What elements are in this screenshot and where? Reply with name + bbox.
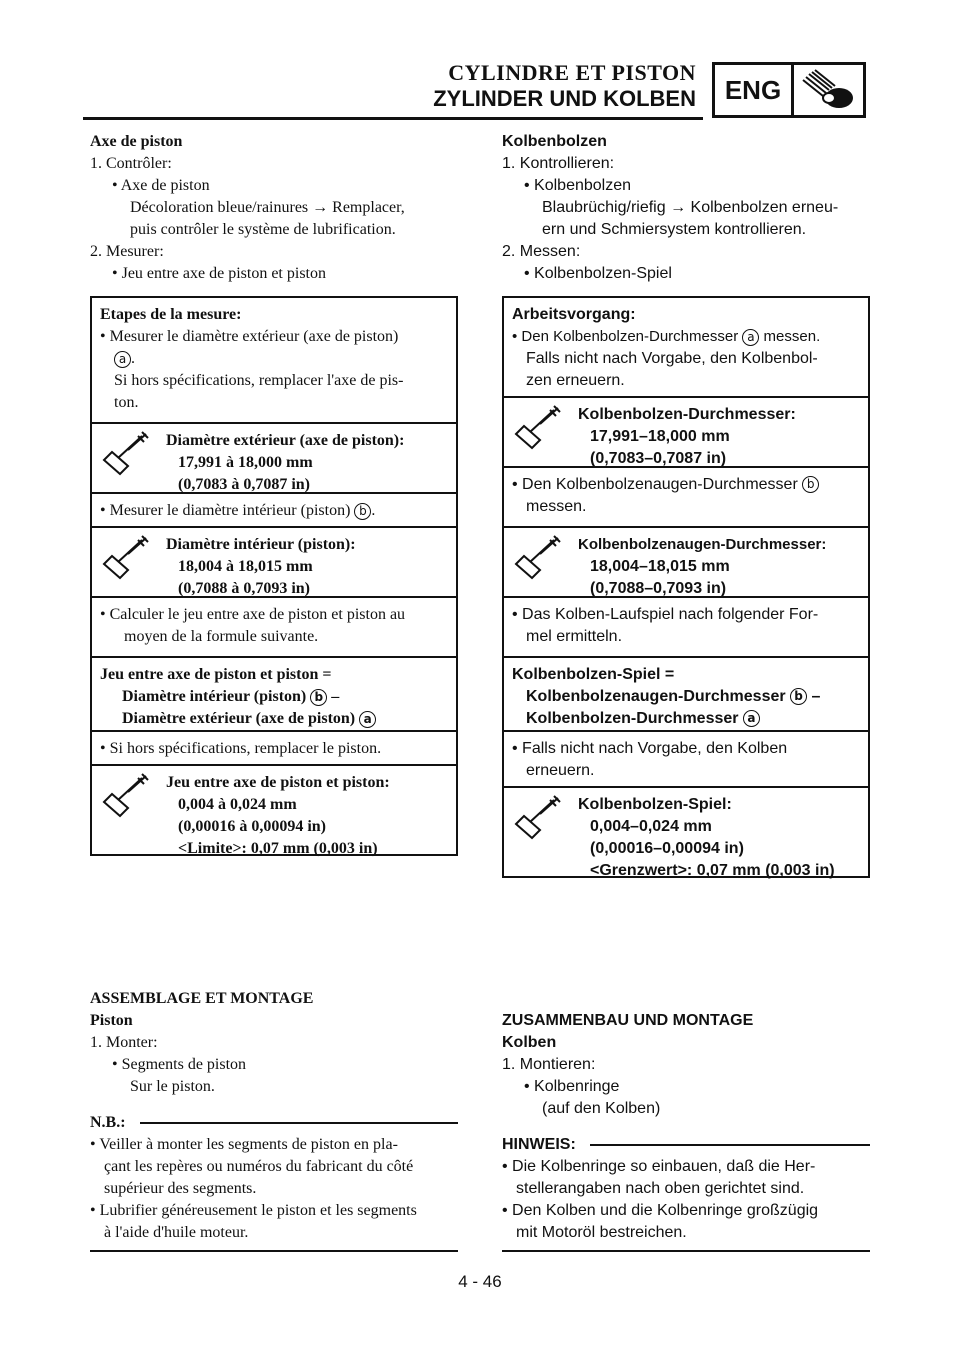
- fr-assembly-title: ASSEMBLAGE ET MONTAGE: [90, 990, 314, 1007]
- fr-measure-steps: [92, 298, 456, 424]
- de-column: [502, 131, 870, 285]
- de-measure-bore: • Den Kolbenbolzenaugen-Durchmesser b messen.: [504, 468, 868, 528]
- header-title-fr: CYLINDRE ET PISTON: [448, 60, 696, 85]
- fr-step1-text: Décoloration bleue/rainures → Remplacer,: [130, 199, 405, 216]
- fr-formula: Jeu entre axe de piston et piston = Diamètre intérieur (piston) b – Diamètre extérieur (axe de piston) a: [92, 658, 456, 732]
- fr-section-title: Axe de piston: [90, 133, 183, 150]
- fr-assembly-sub: Sur le piston.: [130, 1078, 215, 1095]
- fr-note-end-rule: [90, 1250, 458, 1252]
- de-spec-pin-diameter: Kolbenbolzen-Durchmesser: 17,991–18,000 mm (0,7083–0,7087 in): [504, 398, 868, 468]
- de-step1: 1. Kontrollieren:: [502, 155, 615, 172]
- de-formula: Kolbenbolzen-Spiel = Kolbenbolzenaugen-Durchmesser b – Kolbenbolzen-Durchmesser a: [504, 658, 868, 732]
- fr-note: N.B.:: [90, 1112, 458, 1134]
- fr-note-text: çant les repères ou numéros du fabricant du côté: [104, 1158, 414, 1175]
- engine-wrench-icon: [794, 65, 863, 115]
- de-piston-title: Kolben: [502, 1034, 557, 1051]
- caliper-spec-icon: [98, 534, 150, 586]
- fr-note-text: • Veiller à monter les segments de piston en pla-: [90, 1136, 398, 1153]
- caliper-spec-icon: [510, 404, 562, 456]
- caliper-spec-icon: [98, 772, 150, 824]
- header-title-de: ZYLINDER UND KOLBEN: [433, 86, 696, 111]
- de-note-text: mit Motoröl bestreichen.: [516, 1224, 687, 1241]
- fr-assembly: [90, 988, 458, 1252]
- de-step2: 2. Messen:: [502, 243, 581, 260]
- fr-step2: 2. Mesurer:: [90, 243, 164, 260]
- de-assembly-title: ZUSAMMENBAU UND MONTAGE: [502, 1012, 754, 1029]
- fr-note-text: à l'aide d'huile moteur.: [104, 1224, 249, 1241]
- caliper-spec-icon: [510, 794, 562, 846]
- de-note-text: • Die Kolbenringe so einbauen, daß die Her-: [502, 1158, 816, 1175]
- fr-replace-piston: • Si hors spécifications, remplacer le piston.: [92, 732, 456, 766]
- de-assembly-bullet: • Kolbenringe: [524, 1078, 620, 1095]
- fr-spec-inner-diameter: Diamètre intérieur (piston): 18,004 à 18,015 mm (0,7088 à 0,7093 in): [92, 528, 456, 598]
- de-note-text: • Den Kolben und die Kolbenringe großzügig: [502, 1202, 819, 1219]
- fr-measure-inner: • Mesurer le diamètre intérieur (piston) b .: [92, 494, 456, 528]
- marker-b: b: [354, 503, 371, 520]
- eng-badge: [712, 62, 866, 118]
- de-section-title: Kolbenbolzen: [502, 133, 607, 150]
- fr-box-text: • Mesurer le diamètre extérieur (axe de piston): [100, 328, 399, 345]
- de-note: HINWEIS:: [502, 1134, 870, 1156]
- fr-box-text: Si hors spécifications, remplacer l'axe de pis-: [114, 372, 404, 389]
- de-note-text: stellerangaben nach oben gerichtet sind.: [516, 1180, 805, 1197]
- de-replace-piston: • Falls nicht nach Vorgabe, den Kolben erneuern.: [504, 732, 868, 788]
- fr-calculate: • Calculer le jeu entre axe de piston et piston au moyen de la formule suivante.: [92, 598, 456, 658]
- caliper-spec-icon: [98, 430, 150, 482]
- page-number: 4 - 46: [458, 1272, 502, 1291]
- de-spec-clearance: Kolbenbolzen-Spiel: 0,004–0,024 mm (0,00016–0,00094 in) <Grenzwert>: 0,07 mm (0,003 in): [504, 788, 868, 876]
- de-measure-box: [502, 296, 870, 878]
- marker-a: a: [114, 351, 131, 368]
- fr-step1: 1. Contrôler:: [90, 155, 172, 172]
- fr-box-text: ton.: [114, 394, 139, 411]
- caliper-spec-icon: [510, 534, 562, 586]
- fr-assembly-step: 1. Monter:: [90, 1034, 158, 1051]
- de-step2-bullet: • Kolbenbolzen-Spiel: [524, 265, 672, 282]
- de-spec-bore-diameter: Kolbenbolzenaugen-Durchmesser: 18,004–18,015 mm (0,7088–0,7093 in): [504, 528, 868, 598]
- de-assembly-sub: (auf den Kolben): [542, 1100, 661, 1117]
- de-step1-text: ern und Schmiersystem kontrollieren.: [542, 221, 807, 238]
- fr-piston-title: Piston: [90, 1012, 133, 1029]
- de-note-end-rule: [502, 1250, 870, 1252]
- fr-note-text: supérieur des segments.: [104, 1180, 257, 1197]
- header-rule: [83, 117, 703, 120]
- fr-assembly-bullet: • Segments de piston: [112, 1056, 247, 1073]
- de-step1-text: Blaubrüchig/riefig → Kolbenbolzen erneu-: [542, 199, 839, 216]
- eng-label: ENG: [715, 65, 794, 115]
- fr-box-heading: Etapes de la mesure:: [100, 306, 242, 323]
- fr-measure-box: [90, 296, 458, 856]
- fr-step1-text: puis contrôler le système de lubrification.: [130, 221, 396, 238]
- de-assembly: [502, 1010, 870, 1252]
- fr-spec-outer-diameter: Diamètre extérieur (axe de piston): 17,991 à 18,000 mm (0,7083 à 0,7087 in): [92, 424, 456, 494]
- de-calculate: • Das Kolben-Laufspiel nach folgender For- mel ermitteln.: [504, 598, 868, 658]
- fr-column: [90, 131, 458, 285]
- fr-step2-bullet: • Jeu entre axe de piston et piston: [112, 265, 326, 282]
- de-assembly-step: 1. Montieren:: [502, 1056, 596, 1073]
- fr-spec-clearance: Jeu entre axe de piston et piston: 0,004 à 0,024 mm (0,00016 à 0,00094 in) <Limite>: 0,07 mm (0,003 in): [92, 766, 456, 858]
- fr-box-text: a .: [100, 348, 448, 370]
- fr-step1-bullet: • Axe de piston: [112, 177, 210, 194]
- fr-note-text: • Lubrifier généreusement le piston et les segments: [90, 1202, 417, 1219]
- de-measure-steps: Arbeitsvorgang: • Den Kolbenbolzen-Durchmesser a messen. Falls nicht nach Vorgabe, den Kolbenbol- zen erneuern.: [504, 298, 868, 398]
- de-step1-bullet: • Kolbenbolzen: [524, 177, 632, 194]
